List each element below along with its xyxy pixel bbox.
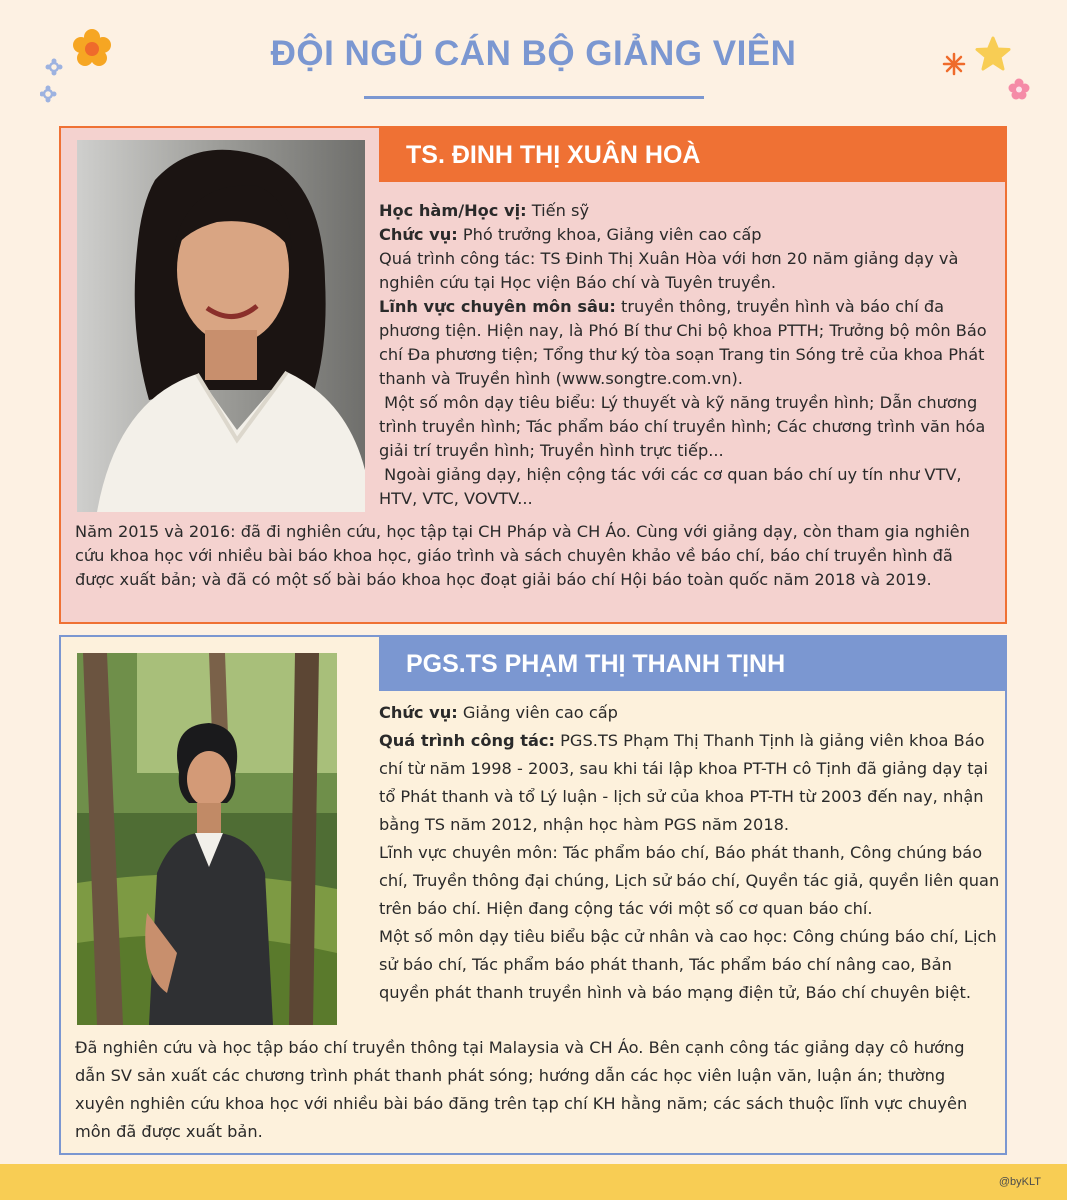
detail-text: Một số môn dạy tiêu biểu: Lý thuyết và kỹ năng truyền hình; Dẫn chương trình truyền hình; Tác phẩm báo chí truyền hình; Các chương trình văn hóa giải trí truyền hình; Truyền hình trực tiếp... <box>379 393 991 460</box>
flower-icon <box>72 28 112 68</box>
lecturer-details <box>379 699 1001 1007</box>
lecturer-card-1 <box>59 126 1007 624</box>
detail-label: Học hàm/Học vị: <box>379 201 527 220</box>
detail-text: Lĩnh vực chuyên môn: Tác phẩm báo chí, Báo phát thanh, Công chúng báo chí, Truyền thông đại chúng, Lịch sử báo chí, Quyền tác giả, quyền liên quan trên báo chí. Hiện đang cộng tác với một số cơ quan báo chí. <box>379 843 1000 918</box>
star-icon <box>974 36 1012 72</box>
footer-band <box>0 1164 1067 1200</box>
detail-label: Quá trình công tác: <box>379 731 555 750</box>
detail-label: Lĩnh vực chuyên môn sâu: <box>379 297 616 316</box>
lecturer-name: TS. ĐINH THỊ XUÂN HOÀ <box>379 128 1007 182</box>
lecturer-photo <box>77 653 337 1025</box>
lecturer-details <box>379 199 1001 511</box>
detail-line <box>379 923 1001 1007</box>
detail-text: Ngoài giảng dạy, hiện cộng tác với các cơ quan báo chí uy tín như VTV, HTV, VTC, VOVTV... <box>379 465 967 508</box>
pink-flower-icon <box>1008 78 1030 100</box>
detail-text: Một số môn dạy tiêu biểu bậc cử nhân và cao học: Công chúng báo chí, Lịch sử báo chí, Tác phẩm báo phát thanh, Tác phẩm báo chí nâng cao, Bản quyền phát thanh truyền hình và báo mạng điện tử, Báo chí chuyên biệt. <box>379 927 997 1002</box>
detail-text: truyền thông, truyền hình và báo chí đa phương tiện. Hiện nay, là Phó Bí thư Chi bộ khoa PTTH; Trưởng bộ môn Báo chí Đa phương tiện; Tổng thư ký tòa soạn Trang tin Sóng trẻ của khoa Phát thanh và Truyền hình (www.songtre.com.vn). <box>379 297 987 388</box>
lecturer-photo <box>77 140 365 512</box>
page-title: ĐỘI NGŨ CÁN BỘ GIẢNG VIÊN <box>270 34 797 73</box>
title-underline <box>364 96 704 99</box>
detail-line <box>379 247 1001 295</box>
lecturer-footnote: Đã nghiên cứu và học tập báo chí truyền thông tại Malaysia và CH Áo. Bên cạnh công tác giảng dạy cô hướng dẫn SV sản xuất các chương trình phát thanh phát sóng; hướng dẫn các học viên luận văn, luận án; thường xuyên nghiên cứu khoa học với nhiều bài báo đăng trên tạp chí KH hằng năm; các sách thuộc lĩnh vực chuyên môn đã được xuất bản. <box>75 1038 968 1141</box>
detail-text: PGS.TS Phạm Thị Thanh Tịnh là giảng viên khoa Báo chí từ năm 1998 - 2003, sau khi tái lập khoa PT-TH cô Tịnh đã giảng dạy tại tổ Phát thanh và tổ Lý luận - lịch sử của khoa PT-TH từ 2003 đến nay, nhận bằng TS năm 2012, nhận học hàm PGS năm 2018. <box>379 731 988 834</box>
detail-label: Chức vụ: <box>379 703 458 722</box>
credit-text: @byKLT <box>998 1176 1041 1188</box>
detail-label: Chức vụ: <box>379 225 458 244</box>
detail-text: Giảng viên cao cấp <box>457 703 618 722</box>
detail-line <box>379 199 1001 223</box>
lecturer-name: PGS.TS PHẠM THỊ THANH TỊNH <box>379 637 1007 691</box>
detail-line <box>379 699 1001 727</box>
detail-line <box>379 727 1001 839</box>
detail-line <box>379 391 1001 463</box>
lecturer-footnote: Năm 2015 và 2016: đã đi nghiên cứu, học tập tại CH Pháp và CH Áo. Cùng với giảng dạy, còn tham gia nghiên cứu khoa học với nhiều bài báo khoa học, giáo trình và sách chuyên khảo về báo chí, báo chí truyền hình đã được xuất bản; và đã có một số bài báo khoa học đoạt giải báo chí Hội báo toàn quốc năm 2018 và 2019. <box>75 522 970 589</box>
detail-line <box>379 839 1001 923</box>
detail-line <box>379 295 1001 391</box>
sparkle-icon <box>942 52 966 76</box>
detail-text: Quá trình công tác: TS Đinh Thị Xuân Hòa với hơn 20 năm giảng dạy và nghiên cứu tại Học viện Báo chí và Tuyên truyền. <box>379 249 959 292</box>
detail-text: Tiến sỹ <box>526 201 590 220</box>
detail-line <box>379 223 1001 247</box>
detail-line <box>379 463 1001 511</box>
small-flower-icon <box>40 58 64 104</box>
lecturer-card-2 <box>59 635 1007 1155</box>
detail-text: Phó trưởng khoa, Giảng viên cao cấp <box>457 225 762 244</box>
